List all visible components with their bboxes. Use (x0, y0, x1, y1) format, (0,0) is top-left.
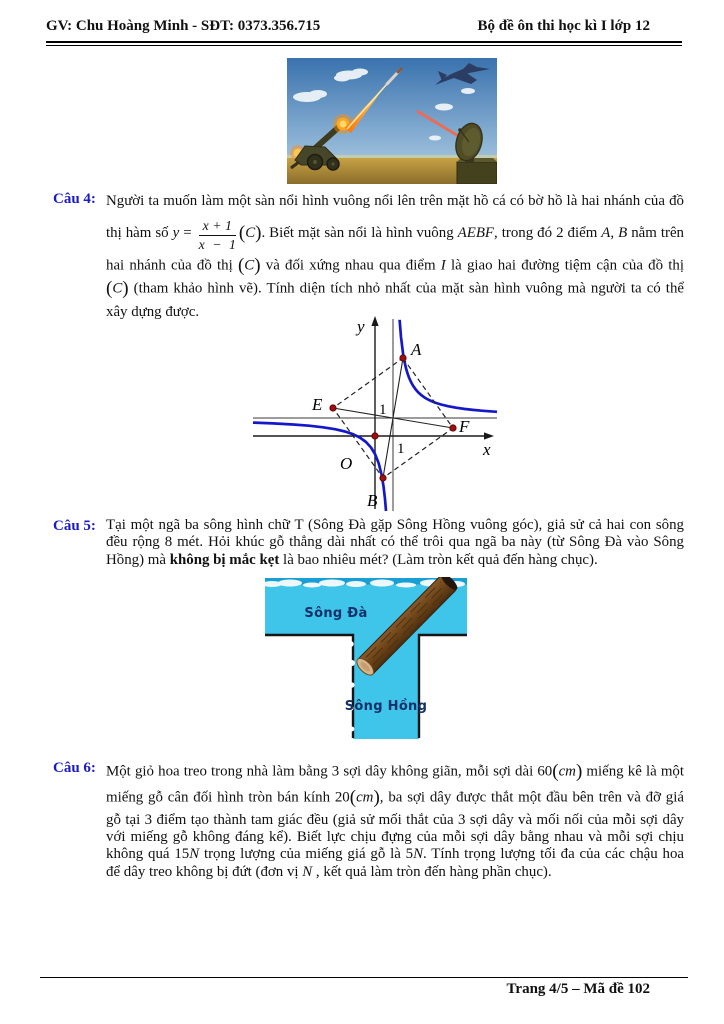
footer-rule (40, 977, 688, 978)
question-5-label: Câu 5: (53, 518, 96, 534)
river-junction-illustration (264, 577, 468, 739)
question-text-line: Một giỏ hoa treo trong nhà làm bằng 3 sợi dây không giãn, mỗi sợi dài 60(cm) miếng kê là một (106, 761, 684, 782)
song-da-label: Sông Đà (304, 606, 368, 621)
page-header (46, 18, 684, 35)
question-4-text (106, 190, 684, 324)
question-text-line: Tại một ngã ba sông hình chữ T (Sông Đà gặp Sông Hồng vuông góc), giả sử cả hai con sông (106, 517, 684, 533)
question-5-text (106, 517, 684, 569)
question-text-line: miếng gỗ cân đối hình tròn bán kính 20(cm), ba sợi dây được thắt một đầu bên trên và đỡ giá (106, 787, 685, 809)
page-number: Trang 4/5 – Mã đề 102 (506, 981, 650, 997)
x-axis-arrow (484, 432, 494, 439)
question-text-line: Hồng) mà không bị mắc kẹt là bao nhiêu mét? (Làm tròn kết quả đến hàng chục). (106, 551, 598, 568)
point-A-label: A (411, 340, 422, 359)
y-axis-arrow (371, 316, 378, 326)
question-text-line: thị hàm số y = $\frac{x + 1}{x - 1}$ (C). Biết mặt sàn nổi là hình vuông AEBF, trong đó 2 điểm A, B nằm trên (106, 218, 685, 252)
question-text-line: gỗ tại 3 điểm tạo thành tam giác đều (giả sử mối thắt của 3 sợi dây và mối nối của mỗi sợi dây (106, 811, 684, 828)
question-text-line: đều rộng 8 mét. Hỏi khúc gỗ thẳng dài nhất có thể trôi qua ngã ba này (từ Sông Đà vào Sông (106, 534, 684, 551)
exam-set-title: Bộ đề ôn thi học kì I lớp 12 (477, 18, 650, 34)
point-B-label: B (367, 491, 378, 510)
point-F-label: F (459, 417, 470, 436)
y-tick-1: 1 (379, 402, 387, 418)
axes (253, 323, 487, 509)
question-text-line: để dây treo không bị đứt (đơn vị N , kết quả làm tròn đến hàng phần chục). (106, 863, 552, 880)
question-text-line: Người ta muốn làm một sàn nổi hình vuông nổi lên trên mặt hồ cá có bờ hồ là hai nhánh của đồ (106, 193, 684, 209)
question-text-line: (C) (tham khảo hình vẽ). Tính diện tích nhỏ nhất của mặt sàn hình vuông mà người ta có thể (106, 278, 684, 299)
hyperbola-graph-figure (245, 313, 505, 513)
question-text-line: hai nhánh của đồ thị (C) và đối xứng nhau qua điểm I là giao hai đường tiệm cận của đồ thị (106, 254, 684, 276)
origin-label: O (340, 454, 353, 473)
y-axis-label: y (357, 317, 365, 336)
song-hong-label: Sông Hồng (344, 699, 428, 714)
question-text-line: không quá 15N trọng lượng của miếng giá gỗ là 5N. Tính trọng lượng tối đa của các chậu hoa (106, 846, 685, 863)
question-4-label: Câu 4: (53, 191, 96, 207)
x-axis-label: x (483, 440, 491, 459)
math-fraction: $\frac{x + 1}{x - 1}$ (198, 218, 236, 252)
question-text-line: xây dựng được. (106, 303, 200, 320)
point-E-label: E (312, 395, 323, 414)
question-5 (53, 517, 684, 569)
question-text-line: với miếng gỗ không đáng kể). Biết lực chịu đựng của mỗi sợi dây bằng nhau và mỗi sợi chịu (106, 829, 684, 845)
question-6 (53, 759, 684, 881)
question-4 (53, 190, 684, 324)
teacher-info: GV: Chu Hoàng Minh - SĐT: 0373.356.715 (46, 18, 321, 34)
missile-scene-illustration (287, 58, 497, 184)
x-tick-1: 1 (397, 441, 405, 457)
question-6-label: Câu 6: (53, 760, 96, 776)
header-rule (46, 41, 682, 46)
question-6-text (106, 759, 684, 881)
